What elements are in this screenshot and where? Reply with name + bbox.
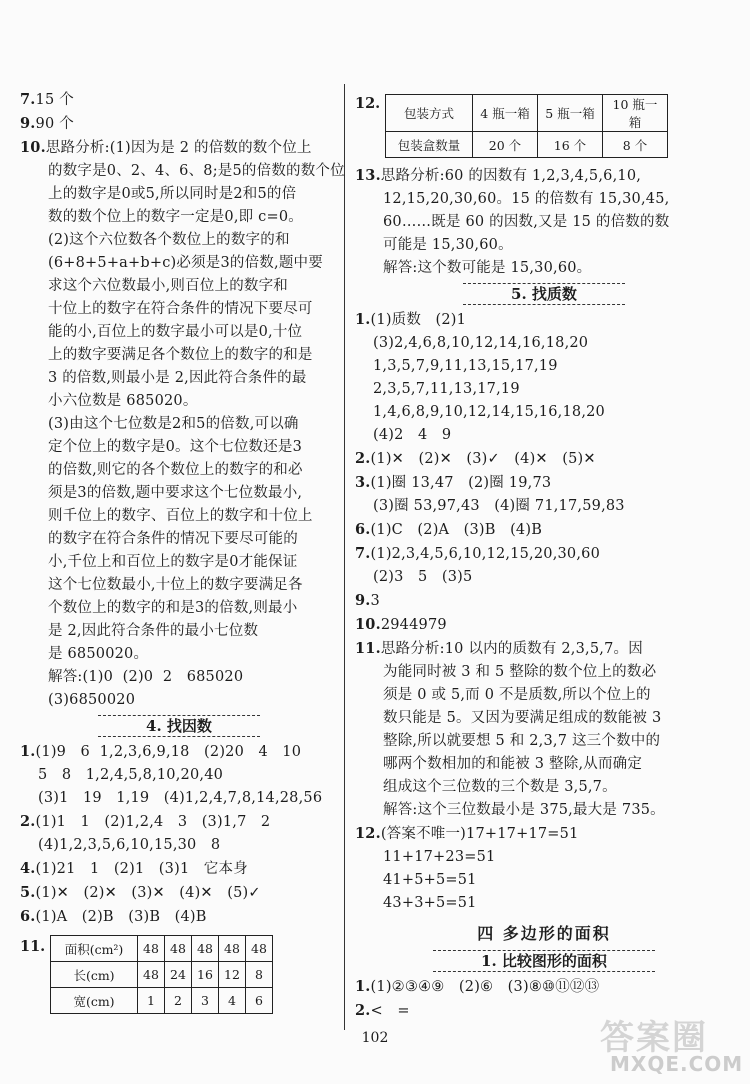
- row-header-cell: 包装方式: [386, 95, 473, 132]
- answer-line: [355, 613, 733, 637]
- answer-text: (4)1,2,3,5,6,10,15,30 8: [38, 837, 221, 853]
- answer-text: 2,3,5,7,11,13,17,19: [373, 381, 520, 397]
- question-number: 1.: [355, 978, 371, 995]
- answer-text: 的数字是0、2、4、6、8;是5的倍数的数个位: [48, 163, 345, 179]
- chapter-title: 四 多边形的面积: [477, 924, 611, 943]
- answer-text: (1)圈 13,47 (2)圈 19,73: [370, 475, 552, 491]
- answer-text: 小六位数是 685020。: [48, 393, 198, 409]
- answer-text: (1)C (2)A (3)B (4)B: [370, 522, 543, 538]
- table-cell: 16 个: [538, 132, 603, 158]
- answer-line: [20, 482, 338, 505]
- answer-text: 小,千位上和百位上的数字是0才能保证: [48, 554, 298, 570]
- answer-line: [355, 730, 733, 753]
- answer-line: [355, 355, 733, 378]
- answer-text: 3: [370, 593, 380, 609]
- answer-text: (3)6850020: [48, 692, 136, 708]
- answer-line: [355, 447, 733, 471]
- answer-text: 能的小,百位上的数字最小可以是0,十位: [48, 324, 303, 340]
- answer-line: [355, 846, 733, 869]
- left-answers: [20, 88, 345, 712]
- row-header-cell: 宽(cm): [51, 988, 138, 1014]
- answer-line: [355, 637, 733, 661]
- table-cell: 4 瓶一箱: [473, 95, 538, 132]
- question-number: 1.: [355, 311, 371, 328]
- answer-line: [20, 413, 338, 436]
- answer-text: 43+3+5=51: [383, 895, 477, 911]
- answer-line: [355, 495, 733, 518]
- answer-text: (答案不唯一)17+17+17=51: [380, 826, 579, 842]
- answer-line: [20, 857, 338, 881]
- answer-text: (2)这个六位数各个数位上的数字的和: [48, 232, 290, 248]
- answer-line: [355, 234, 733, 257]
- question-number: 10.: [20, 139, 46, 156]
- answer-text: 可能是 15,30,60。: [383, 237, 513, 253]
- table-cell: 10 瓶一箱: [603, 95, 668, 132]
- answer-text: 整除,所以就要想 5 和 2,3,7 这三个数中的: [383, 733, 661, 749]
- answer-line: [20, 643, 338, 666]
- answer-line: [20, 252, 338, 275]
- left-column: [20, 88, 345, 1014]
- question-number: 5.: [20, 884, 36, 901]
- answer-text: (1)质数 (2)1: [370, 312, 467, 328]
- answer-line: [20, 275, 338, 298]
- answer-text: (2)3 5 (3)5: [373, 569, 473, 585]
- answer-text: 上的数字要满足各个数位上的数字的和是: [48, 347, 313, 363]
- answer-line: [20, 905, 338, 929]
- answer-text: 思路分析:10 以内的质数有 2,3,5,7。因: [380, 641, 643, 657]
- question-number: 7.: [20, 91, 36, 108]
- answer-line: [355, 378, 733, 401]
- answer-text: (3)由这个七位数是2和5的倍数,可以确: [48, 416, 299, 432]
- table-cell: 5 瓶一箱: [538, 95, 603, 132]
- answer-text: 是 2,因此符合条件的最小七位数: [48, 623, 259, 639]
- question-number: 7.: [355, 545, 371, 562]
- answer-text: 1,3,5,7,9,11,13,15,17,19: [373, 358, 558, 374]
- table-row: [51, 962, 273, 988]
- answer-text: 则千位上的数字、百位上的数字和十位上: [48, 508, 313, 524]
- table-row: [386, 95, 668, 132]
- answer-text: 5 8 1,2,4,5,8,10,20,40: [38, 767, 224, 783]
- answer-text: 思路分析:(1)因为是 2 的倍数的数个位上: [45, 140, 312, 156]
- section-title-find-primes: 5. 找质数: [355, 282, 733, 306]
- table-cell: 3: [192, 988, 219, 1014]
- answer-text: (6+8+5+a+b+c)必须是3的倍数,题中要: [48, 255, 323, 271]
- answer-line: [20, 881, 338, 905]
- answer-text: 须是 0 或 5,而 0 不是质数,所以个位上的: [383, 687, 651, 703]
- answer-line: [20, 740, 338, 764]
- question-number: 2.: [355, 450, 371, 467]
- answer-text: (1)A (2)B (3)B (4)B: [35, 909, 207, 925]
- answer-line: [20, 528, 338, 551]
- answer-line: [355, 424, 733, 447]
- table-cell: 48: [192, 936, 219, 962]
- table-cell: 48: [138, 936, 165, 962]
- answer-line: [355, 684, 733, 707]
- answer-text: (3)2,4,6,8,10,12,14,16,18,20: [373, 335, 589, 351]
- question-number: 6.: [20, 908, 36, 925]
- answer-text: 解答:这个数可能是 15,30,60。: [383, 260, 592, 276]
- answer-line: [355, 471, 733, 495]
- answer-line: [20, 574, 338, 597]
- answer-line: [355, 211, 733, 234]
- answer-line: [20, 160, 345, 183]
- answer-line: [355, 257, 733, 280]
- answer-line: [355, 589, 733, 613]
- answer-line: [20, 229, 338, 252]
- answer-line: [20, 834, 338, 857]
- table-cell: 20 个: [473, 132, 538, 158]
- watermark-url: MXQE.COM: [610, 1052, 744, 1076]
- answer-line: [20, 390, 338, 413]
- watermark-logo: 答案圈: [600, 1018, 708, 1058]
- table-cell: 12: [219, 962, 246, 988]
- table-row: [386, 132, 668, 158]
- table-row: [51, 988, 273, 1014]
- question-number: 2.: [355, 1002, 371, 1019]
- answer-text: 解答:(1)0 (2)0 2 685020: [48, 669, 244, 685]
- question-number: 4.: [20, 860, 36, 877]
- answer-line: [20, 112, 338, 136]
- answer-line: [20, 206, 338, 229]
- answer-line: [355, 308, 733, 332]
- answer-line: [355, 753, 733, 776]
- answer-line: [20, 88, 338, 112]
- table-cell: 1: [138, 988, 165, 1014]
- answer-text: 90 个: [35, 116, 74, 132]
- packaging-table: [385, 94, 668, 158]
- answer-text: (3)1 19 1,19 (4)1,2,4,7,8,14,28,56: [38, 790, 323, 806]
- answer-text: 1,4,6,8,9,10,12,14,15,16,18,20: [373, 404, 605, 420]
- right-answers: [355, 164, 733, 280]
- answer-text: 上的数字是0或5,所以同时是2和5的倍: [48, 186, 297, 202]
- answer-line: [20, 689, 338, 712]
- answer-text: 这个七位数最小,十位上的数字要满足各: [48, 577, 303, 593]
- answer-line: [20, 183, 338, 206]
- question-number: 1.: [20, 743, 36, 760]
- question-12-table-block: [355, 92, 733, 158]
- table-cell: 24: [165, 962, 192, 988]
- answer-text: 41+5+5=51: [383, 872, 477, 888]
- answer-text: 哪两个数相加的和能被 3 整除,从而确定: [383, 756, 643, 772]
- answer-text: 数的数个位上的数字一定是0,即 c=0。: [48, 209, 303, 225]
- answer-line: [20, 787, 338, 810]
- answer-text: < =: [370, 1003, 410, 1019]
- answer-text: 数只能是 5。又因为要满足组成的数能被 3: [383, 710, 662, 726]
- answer-line: [355, 188, 733, 211]
- table-cell: 48: [165, 936, 192, 962]
- answer-line: [20, 551, 338, 574]
- answer-line: [355, 566, 733, 589]
- row-header-cell: 长(cm): [51, 962, 138, 988]
- answer-text: 2944979: [380, 617, 447, 633]
- answer-line: [355, 518, 733, 542]
- row-header-cell: 面积(cm²): [51, 936, 138, 962]
- question-number: 12.: [355, 825, 381, 842]
- table-cell: 6: [246, 988, 273, 1014]
- question-number: 13.: [355, 167, 381, 184]
- answer-line: [20, 321, 338, 344]
- table-cell: 2: [165, 988, 192, 1014]
- right-answers-primes: [355, 308, 733, 915]
- question-number: 11.: [355, 640, 381, 657]
- answer-line: [20, 597, 338, 620]
- answer-line: [355, 401, 733, 424]
- section-title-compare-areas: 1. 比较图形的面积: [355, 949, 733, 973]
- answer-text: (3)圈 53,97,43 (4)圈 71,17,59,83: [373, 498, 625, 514]
- table-cell: 48: [219, 936, 246, 962]
- right-column: [355, 92, 733, 1023]
- answer-text: 3 的倍数,则最小是 2,因此符合条件的最: [48, 370, 307, 386]
- left-answers-factors: [20, 740, 338, 929]
- question-number: 3.: [355, 474, 371, 491]
- answer-text: 个数位上的数字的和是3的倍数,则最小: [48, 600, 298, 616]
- answer-line: [20, 505, 338, 528]
- answer-text: 求这个六位数最小,则百位上的数字和: [48, 278, 289, 294]
- answer-text: 思路分析:60 的因数有 1,2,3,4,5,6,10,: [380, 168, 642, 184]
- answer-text: 是 6850020。: [48, 646, 149, 662]
- answer-text: 为能同时被 3 和 5 整除的数个位上的数必: [383, 664, 657, 680]
- answer-line: [20, 298, 338, 321]
- answer-text: 11+17+23=51: [383, 849, 496, 865]
- answer-text: 须是3的倍数,题中要求这个七位数最小,: [48, 485, 303, 501]
- answer-text: (4)2 4 9: [373, 427, 452, 443]
- question-11-table-block: [20, 935, 338, 1014]
- answer-line: [20, 136, 338, 160]
- answer-line: [20, 620, 338, 643]
- answer-text: 十位上的数字在符合条件的情况下要尽可: [48, 301, 313, 317]
- answer-text: (1)9 6 1,2,3,6,9,18 (2)20 4 10: [35, 744, 302, 760]
- table-cell: 16: [192, 962, 219, 988]
- answer-line: [355, 164, 733, 188]
- answer-text: (1)1 1 (2)1,2,4 3 (3)1,7 2: [35, 814, 271, 830]
- answer-text: 的倍数,则它的各个数位上的数字的和必: [48, 462, 303, 478]
- answer-line: [355, 332, 733, 355]
- answer-line: [355, 707, 733, 730]
- table-cell: 8 个: [603, 132, 668, 158]
- table-row: [51, 936, 273, 962]
- answer-line: [20, 764, 338, 787]
- question-number: 2.: [20, 813, 36, 830]
- answer-line: [355, 661, 733, 684]
- area-table: [50, 935, 273, 1014]
- page-number: 102: [361, 1030, 389, 1046]
- column-divider: [344, 84, 345, 1030]
- answer-text: 60……既是 60 的因数,又是 15 的倍数的数: [383, 214, 670, 230]
- answer-line: [355, 799, 733, 822]
- answer-line: [20, 459, 338, 482]
- question-number: 11.: [20, 938, 46, 955]
- question-number: 9.: [355, 592, 371, 609]
- question-number: 9.: [20, 115, 36, 132]
- answer-text: 解答:这个三位数最小是 375,最大是 735。: [383, 802, 665, 818]
- answer-text: (1)✕ (2)✕ (3)✓ (4)✕ (5)✕: [370, 451, 596, 467]
- section-title-find-factors: 4. 找因数: [20, 714, 338, 738]
- question-number: 6.: [355, 521, 371, 538]
- question-number: 12.: [355, 95, 381, 112]
- row-header-cell: 包装盒数量: [386, 132, 473, 158]
- answer-text: 12,15,20,30,60。15 的倍数有 15,30,45,: [383, 191, 670, 207]
- answer-line: [355, 776, 733, 799]
- table-cell: 48: [138, 962, 165, 988]
- answer-text: 组成这个三位数的三个数是 3,5,7。: [383, 779, 617, 795]
- answer-line: [20, 666, 338, 689]
- answer-text: 15 个: [35, 92, 74, 108]
- question-number: 10.: [355, 616, 381, 633]
- answer-line: [355, 542, 733, 566]
- answer-text: (1)②③④⑨ (2)⑥ (3)⑧⑩⑪⑫⑬: [370, 979, 600, 995]
- table-cell: 8: [246, 962, 273, 988]
- table-cell: 4: [219, 988, 246, 1014]
- answer-line: [355, 822, 733, 846]
- answer-text: (1)✕ (2)✕ (3)✕ (4)✕ (5)✓: [35, 885, 261, 901]
- answer-line: [20, 344, 338, 367]
- answer-line: [20, 367, 338, 390]
- answer-text: 的数字在符合条件的情况下要尽可能的: [48, 531, 298, 547]
- answer-line: [355, 892, 733, 915]
- answer-line: [20, 810, 338, 834]
- table-cell: 48: [246, 936, 273, 962]
- answer-text: (1)2,3,4,5,6,10,12,15,20,30,60: [370, 546, 601, 562]
- answer-line: [20, 436, 338, 459]
- answer-line: [355, 975, 733, 999]
- answer-line: [355, 869, 733, 892]
- answer-text: 定个位上的数字是0。这个七位数还是3: [48, 439, 303, 455]
- answer-text: (1)21 1 (2)1 (3)1 它本身: [35, 861, 248, 877]
